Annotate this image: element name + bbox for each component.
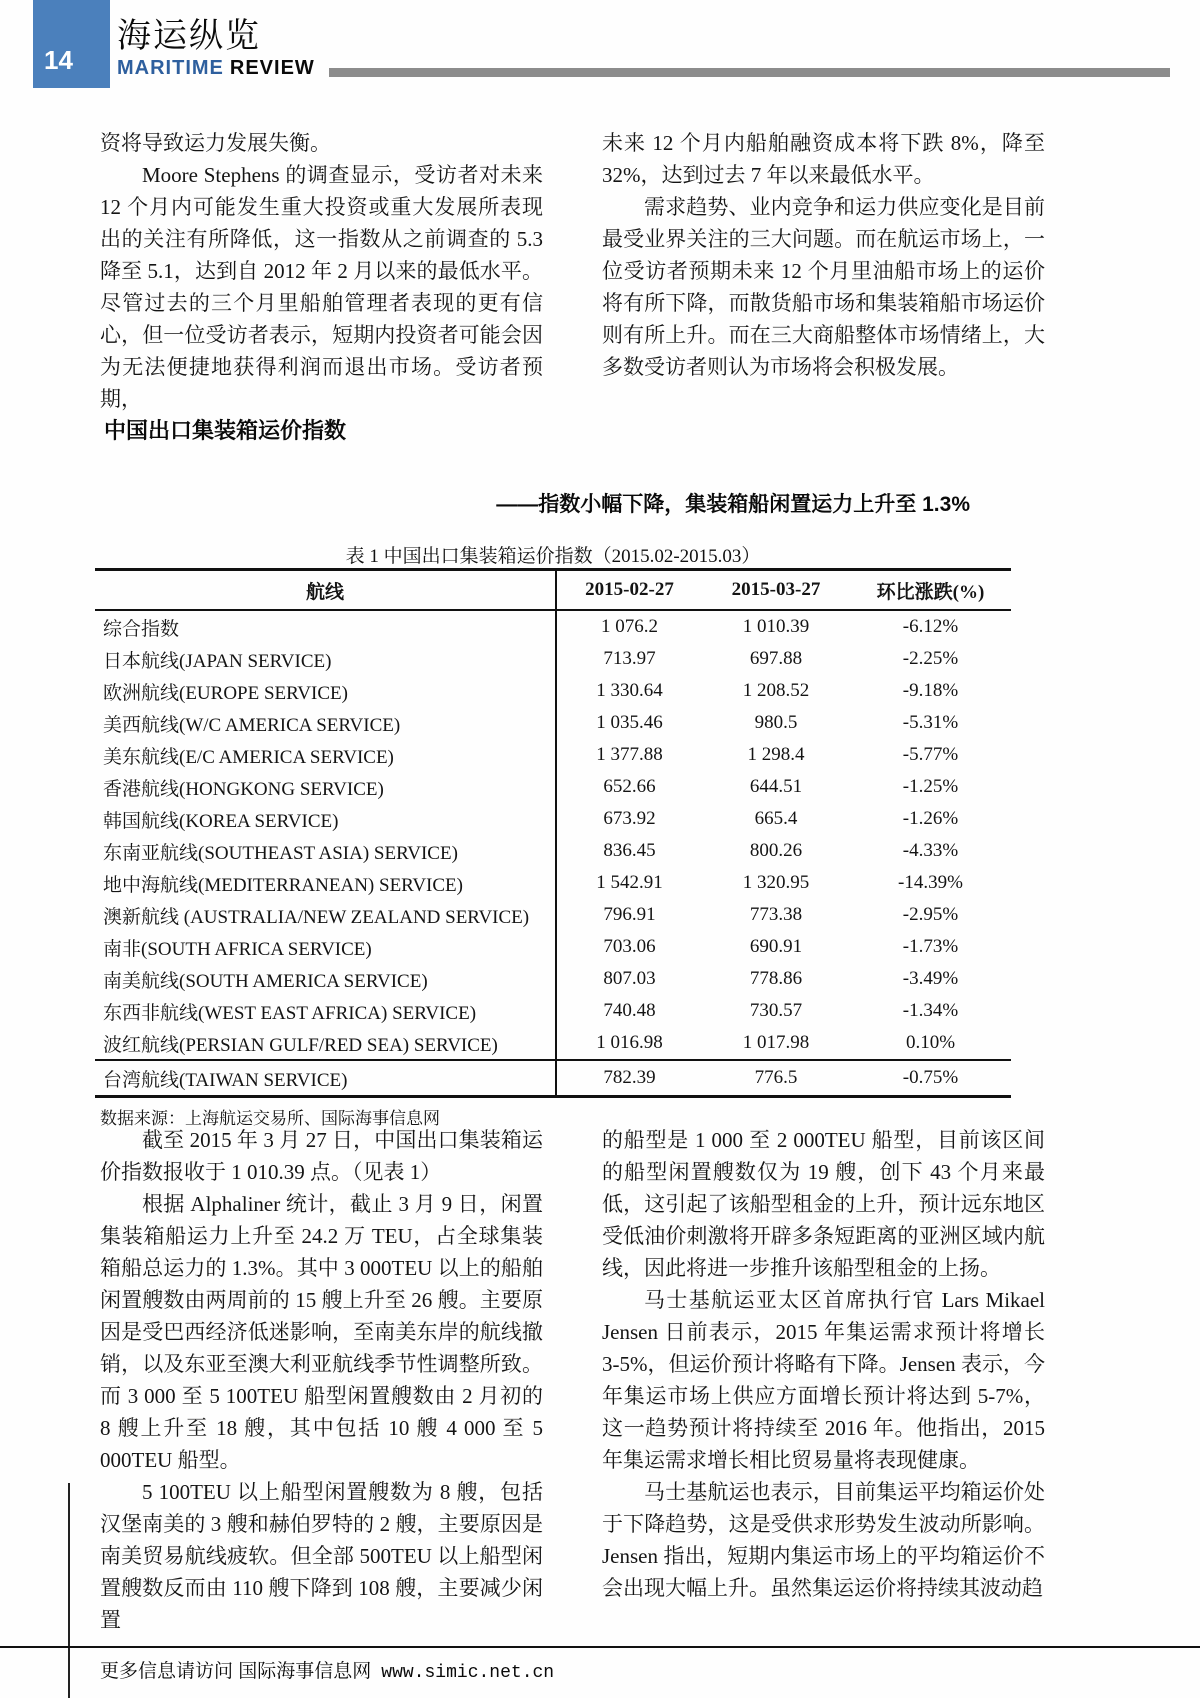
table-row xyxy=(95,707,1011,739)
cell-route: 日本航线(JAPAN SERVICE) xyxy=(103,650,332,672)
cell-route: 台湾航线(TAIWAN SERVICE) xyxy=(103,1069,348,1091)
table-row xyxy=(95,803,1011,835)
cell-change: -2.25% xyxy=(902,648,959,669)
cell-value-feb: 1 076.2 xyxy=(555,611,702,643)
col-header-change: 环比涨跌(%) xyxy=(876,581,985,603)
cell-value-mar: 1 320.95 xyxy=(742,872,810,893)
paragraph: 5 100TEU 以上船型闲置艘数为 8 艘，包括汉堡南美的 3 艘和赫伯罗特的 2 艘，主要原因是南美贸易航线疲软。但全部 500TEU 以上船型闲置艘数反而由 110 艘下降到 108 艘，主要减少闲置 xyxy=(100,1480,543,1632)
col-header-date2: 2015-03-27 xyxy=(731,579,821,600)
table-row xyxy=(95,675,1011,707)
table-row xyxy=(95,611,1011,643)
paragraph: 根据 Alphaliner 统计，截止 3 月 9 日，闲置集装箱船运力上升至 24.2 万 TEU，占全球集装箱船总运力的 1.3%。其中 3 000TEU 以上的船舶闲置艘数由两周前的 15 艘上升至 26 艘。主要原因是受巴西经济低迷影响，至南美东岸的航线撤销，以及东亚至澳大利亚航线季节性调整所致。而 3 000 至 5 100TEU 船型闲置艘数由 2 月初的 8 艘上升至 18 艘，其中包括 10 艘 4 000 至 5 000TEU 船型。 xyxy=(100,1192,543,1472)
cell-change: -6.12% xyxy=(902,616,959,637)
cell-change: -5.31% xyxy=(902,712,959,733)
col-header-date1: 2015-02-27 xyxy=(555,571,702,609)
cell-value-feb: 703.06 xyxy=(555,931,702,963)
top-right-column xyxy=(602,127,1045,383)
paragraph: 资将导致运力发展失衡。 xyxy=(100,131,331,155)
cell-value-feb: 1 330.64 xyxy=(555,675,702,707)
cell-value-mar: 644.51 xyxy=(749,776,803,797)
table-row xyxy=(95,931,1011,963)
table-caption: 表 1 中国出口集装箱运价指数（2015.02-2015.03） xyxy=(345,546,761,567)
cell-value-mar: 1 010.39 xyxy=(742,616,810,637)
cell-route: 澳新航线 (AUSTRALIA/NEW ZEALAND SERVICE) xyxy=(103,906,530,928)
table-row xyxy=(95,771,1011,803)
cell-value-mar: 730.57 xyxy=(749,1000,803,1021)
left-margin-line xyxy=(68,1483,70,1698)
cell-value-mar: 665.4 xyxy=(754,808,798,829)
cell-value-feb: 807.03 xyxy=(555,963,702,995)
cell-change: -1.34% xyxy=(902,1000,959,1021)
cell-change: -1.25% xyxy=(902,776,959,797)
paragraph: 马士基航运也表示，目前集运平均箱运价处于下降趋势，这是受供求形势发生波动所影响。Jensen 指出，短期内集运市场上的平均箱运价不会出现大幅上升。虽然集运运价将持续其波动趋 xyxy=(602,1480,1045,1600)
cell-route: 韩国航线(KOREA SERVICE) xyxy=(103,810,339,832)
cell-value-feb: 1 016.98 xyxy=(555,1027,702,1059)
cell-value-mar: 690.91 xyxy=(749,936,803,957)
cell-route: 东南亚航线(SOUTHEAST ASIA) SERVICE) xyxy=(103,842,458,864)
cell-value-mar: 1 017.98 xyxy=(742,1032,810,1053)
footer xyxy=(100,1656,554,1683)
table-row xyxy=(95,835,1011,867)
footer-url: www.simic.net.cn xyxy=(381,1663,555,1683)
cell-value-feb: 1 035.46 xyxy=(555,707,702,739)
section-heading: 中国出口集装箱运价指数 xyxy=(104,418,347,443)
cell-route: 南非(SOUTH AFRICA SERVICE) xyxy=(103,938,372,960)
cell-change: -2.95% xyxy=(902,904,959,925)
cell-route: 美西航线(W/C AMERICA SERVICE) xyxy=(103,714,401,736)
top-left-column xyxy=(100,127,543,415)
cell-change: -1.26% xyxy=(902,808,959,829)
cell-value-mar: 980.5 xyxy=(754,712,798,733)
cell-value-feb: 1 377.88 xyxy=(555,739,702,771)
page-number-box xyxy=(33,0,110,88)
cell-value-feb: 713.97 xyxy=(555,643,702,675)
paragraph: 的船型是 1 000 至 2 000TEU 船型，目前该区间的船型闲置艘数仅为 19 艘，创下 43 个月来最低，这引起了该船型租金的上升，预计远东地区受低油价刺激将开辟多条短距离的亚洲区域内航线，因此将进一步推升该船型租金的上扬。 xyxy=(602,1128,1045,1280)
cell-route: 香港航线(HONGKONG SERVICE) xyxy=(103,778,384,800)
cell-value-feb: 836.45 xyxy=(555,835,702,867)
cell-route: 地中海航线(MEDITERRANEAN) SERVICE) xyxy=(103,874,463,896)
cell-value-mar: 1 298.4 xyxy=(747,744,805,765)
cell-change: -0.75% xyxy=(902,1067,959,1088)
cell-value-feb: 652.66 xyxy=(555,771,702,803)
paragraph: Moore Stephens 的调查显示，受访者对未来 12 个月内可能发生重大投资或重大发展所表现出的关注有所降低，这一指数从之前调查的 5.3 降至 5.1，达到自 2012 年 2 月以来的最低水平。尽管过去的三个月里船舶管理者表现的更有信心，但一位受访者表示，短期内投资者可能会因为无法便捷地获得利润而退出市场。受访者预期， xyxy=(100,163,543,411)
title-word-maritime: MARITIME xyxy=(117,57,224,79)
cell-change: -5.77% xyxy=(902,744,959,765)
masthead xyxy=(117,16,1170,80)
table-header-row xyxy=(95,568,1011,611)
table-row xyxy=(95,739,1011,771)
table-row xyxy=(95,899,1011,931)
paragraph: 马士基航运亚太区首席执行官 Lars Mikael Jensen 日前表示，2015 年集运需求预计将增长 3-5%，但运价预计将略有下降。Jensen 表示，今年集运市场上供应方面增长预计将达到 5-7%，这一趋势预计将持续至 2016 年。他指出，2015 年集运需求增长相比贸易量将表现健康。 xyxy=(602,1288,1045,1472)
footer-label: 更多信息请访问 国际海事信息网 xyxy=(100,1661,372,1682)
paragraph: 截至 2015 年 3 月 27 日，中国出口集装箱运价指数报收于 1 010.39 点。（见表 1） xyxy=(100,1128,543,1184)
publication-title-english-line xyxy=(117,57,1170,80)
freight-index-table xyxy=(95,568,1011,1098)
cell-route: 南美航线(SOUTH AMERICA SERVICE) xyxy=(103,970,428,992)
cell-change: 0.10% xyxy=(905,1032,956,1053)
table-row xyxy=(95,1027,1011,1059)
table-row xyxy=(95,995,1011,1027)
cell-value-feb: 796.91 xyxy=(555,899,702,931)
cell-route: 东西非航线(WEST EAST AFRICA) SERVICE) xyxy=(103,1002,477,1024)
table-row xyxy=(95,867,1011,899)
footer-rule xyxy=(0,1646,1200,1648)
paragraph: 需求趋势、业内竞争和运力供应变化是目前最受业界关注的三大问题。而在航运市场上，一位受访者预期未来 12 个月里油船市场上的运价将有所下降，而散货船市场和集装箱船市场运价则有所上升。而在三大商船整体市场情绪上，大多数受访者则认为市场将会积极发展。 xyxy=(602,195,1045,379)
cell-value-mar: 697.88 xyxy=(749,648,803,669)
title-word-review: REVIEW xyxy=(229,57,315,79)
table-row xyxy=(95,643,1011,675)
cell-value-feb: 782.39 xyxy=(555,1061,702,1095)
cell-change: -4.33% xyxy=(902,840,959,861)
cell-value-mar: 776.5 xyxy=(754,1067,798,1088)
publication-title-english xyxy=(117,57,315,80)
cell-change: -14.39% xyxy=(898,872,963,893)
cell-value-feb: 673.92 xyxy=(555,803,702,835)
section-subtitle: ——指数小幅下降，集装箱船闲置运力上升至 1.3% xyxy=(496,493,970,516)
paragraph: 未来 12 个月内船舶融资成本将下跌 8%，降至 32%，达到过去 7 年以来最低水平。 xyxy=(602,131,1045,187)
cell-route: 美东航线(E/C AMERICA SERVICE) xyxy=(103,746,394,768)
table-row xyxy=(95,1059,1011,1095)
cell-value-mar: 800.26 xyxy=(749,840,803,861)
cell-value-mar: 773.38 xyxy=(749,904,803,925)
cell-value-feb: 740.48 xyxy=(555,995,702,1027)
col-header-route: 航线 xyxy=(305,581,344,603)
publication-title-chinese: 海运纵览 xyxy=(117,17,261,55)
header-rule-bar xyxy=(329,68,1170,77)
table-source-note: 数据来源：上海航运交易所、国际海事信息网 xyxy=(100,1109,440,1128)
cell-route: 波红航线(PERSIAN GULF/RED SEA) SERVICE) xyxy=(103,1034,498,1056)
cell-route: 综合指数 xyxy=(103,618,180,640)
table-body xyxy=(95,611,1011,1095)
cell-change: -3.49% xyxy=(902,968,959,989)
table-row xyxy=(95,963,1011,995)
cell-value-feb: 1 542.91 xyxy=(555,867,702,899)
cell-change: -9.18% xyxy=(902,680,959,701)
cell-change: -1.73% xyxy=(902,936,959,957)
cell-value-mar: 1 208.52 xyxy=(742,680,810,701)
body-right-column xyxy=(602,1124,1045,1604)
cell-value-mar: 778.86 xyxy=(749,968,803,989)
cell-route: 欧洲航线(EUROPE SERVICE) xyxy=(103,682,348,704)
body-left-column xyxy=(100,1124,543,1636)
page-number: 14 xyxy=(44,45,73,75)
